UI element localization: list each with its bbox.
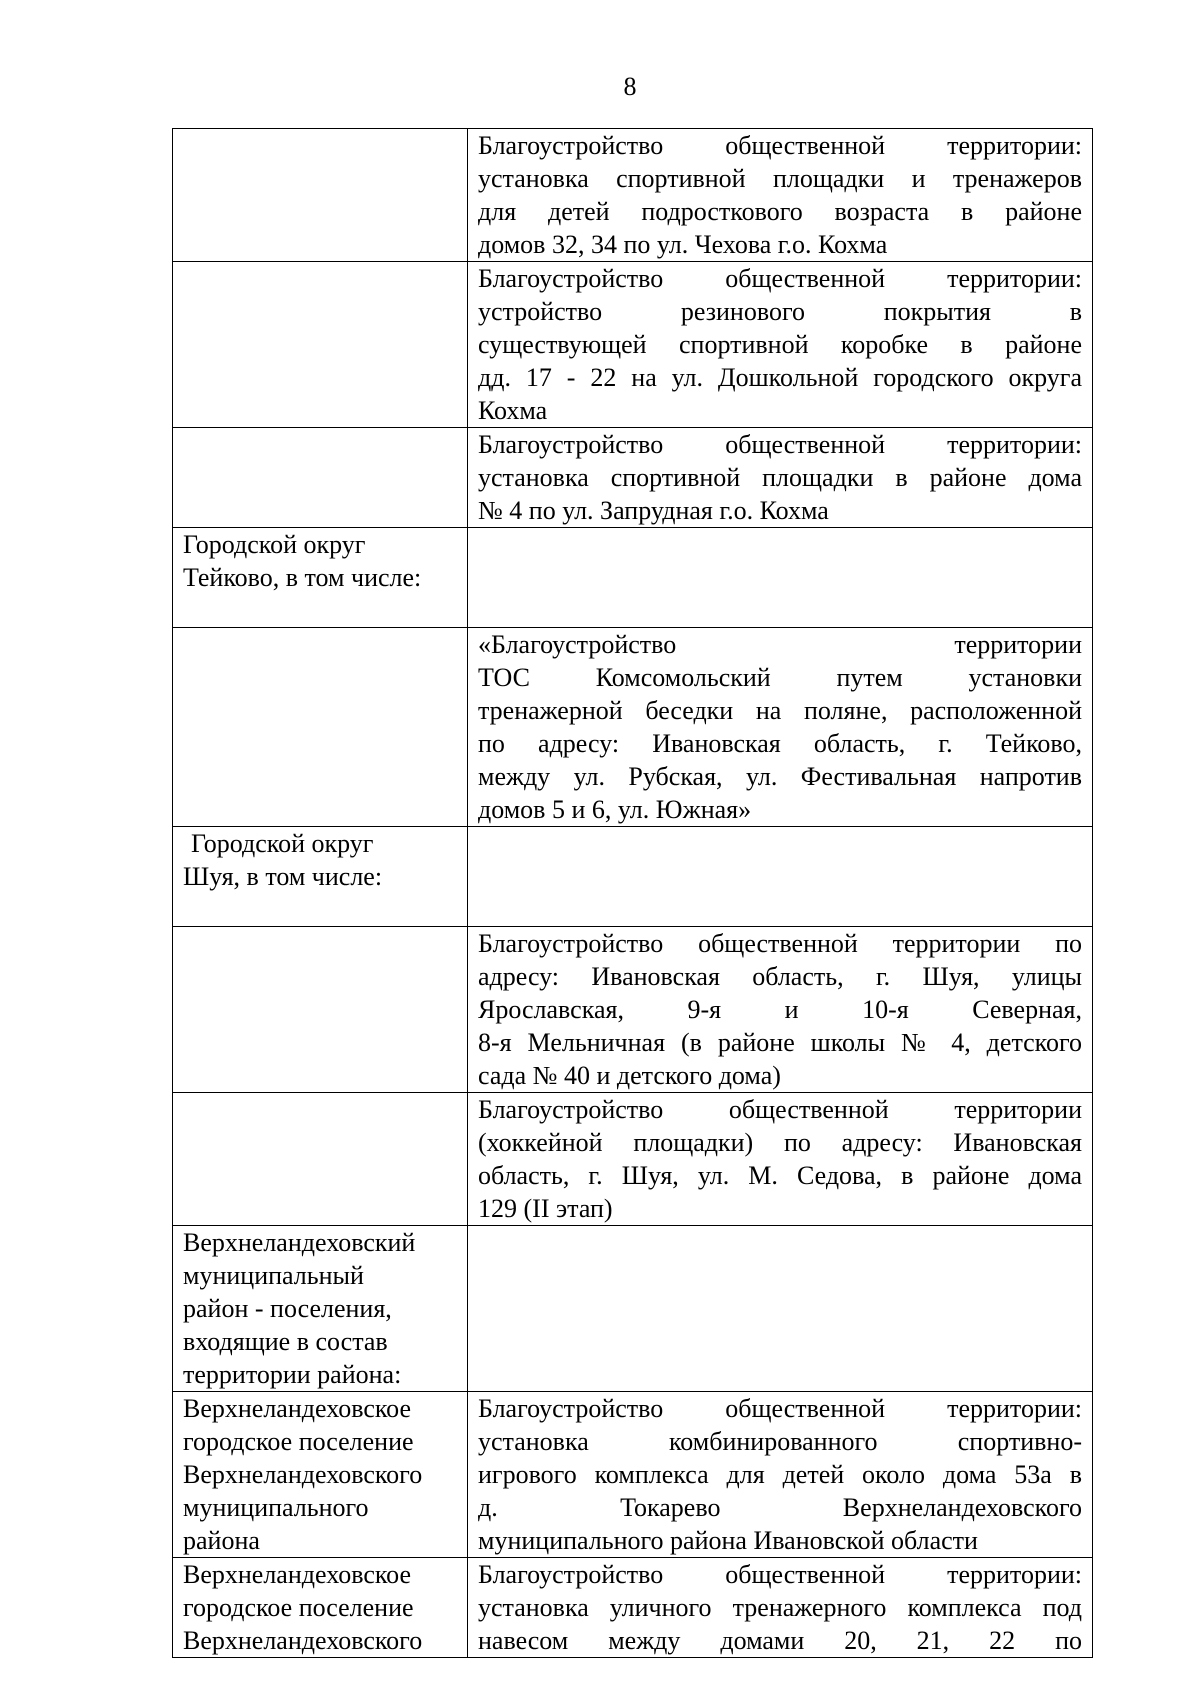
project-line: между ул. Рубская, ул. Фестивальная напротив <box>478 762 1082 791</box>
project-line: Кохма <box>478 396 548 425</box>
project-line: Благоустройство общественной территории по <box>478 929 1082 958</box>
project-line: Благоустройство общественной территории: <box>478 264 1082 293</box>
project-line: 8-я Мельничная (в районе школы № 4, детского <box>478 1028 1082 1057</box>
municipality-line: городское поселение <box>183 1427 414 1456</box>
project-line: ТОС Комсомольский путем установки <box>478 663 1082 692</box>
municipality-line: муниципальный <box>183 1261 364 1290</box>
project-line: тренажерной беседки на поляне, расположенной <box>478 696 1082 725</box>
project-line: для детей подросткового возраста в районе <box>478 197 1082 226</box>
municipality-line: входящие в состав <box>183 1327 388 1356</box>
municipality-line: Шуя, в том числе: <box>183 862 383 891</box>
municipality-line: Верхнеландеховский <box>183 1228 416 1257</box>
table-row <box>173 428 1093 528</box>
table-row <box>173 262 1093 428</box>
project-line: Благоустройство общественной территории: <box>478 1394 1082 1423</box>
project-cell <box>468 628 1093 827</box>
table-body <box>173 129 1093 1658</box>
project-line: № 4 по ул. Запрудная г.о. Кохма <box>478 496 829 525</box>
municipality-cell <box>173 528 468 628</box>
municipality-line: Верхнеландеховское <box>183 1394 412 1423</box>
municipality-cell <box>173 262 468 428</box>
project-line: дд. 17 - 22 на ул. Дошкольной городского округа <box>478 363 1082 392</box>
municipality-line: Городской округ <box>183 530 366 559</box>
project-cell <box>468 927 1093 1093</box>
municipality-line: муниципального <box>183 1493 369 1522</box>
table-row <box>173 1226 1093 1392</box>
municipality-cell <box>173 628 468 827</box>
table-row <box>173 927 1093 1093</box>
municipality-cell <box>173 1392 468 1558</box>
project-line: домов 5 и 6, ул. Южная» <box>478 795 752 824</box>
project-line: установка комбинированного спортивно- <box>478 1427 1082 1456</box>
table-row <box>173 528 1093 628</box>
municipality-line: район - поселения, <box>183 1294 392 1323</box>
municipality-line: района <box>183 1526 260 1555</box>
project-cell <box>468 1558 1093 1658</box>
municipality-line: Верхнеландеховского <box>183 1626 423 1655</box>
project-line: существующей спортивной коробке в районе <box>478 330 1082 359</box>
project-line: область, г. Шуя, ул. М. Седова, в районе дома <box>478 1161 1082 1190</box>
project-line: 129 (II этап) <box>478 1194 613 1223</box>
municipality-cell <box>173 1093 468 1226</box>
project-line: домов 32, 34 по ул. Чехова г.о. Кохма <box>478 230 888 259</box>
project-line: сада № 40 и детского дома) <box>478 1061 781 1090</box>
municipality-cell <box>173 129 468 262</box>
table-row <box>173 129 1093 262</box>
project-line: по адресу: Ивановская область, г. Тейково, <box>478 729 1082 758</box>
project-line: Благоустройство общественной территории <box>478 1095 1082 1124</box>
project-line: игрового комплекса для детей около дома 53а в <box>478 1460 1082 1489</box>
project-line: установка уличного тренажерного комплекса под <box>478 1593 1082 1622</box>
table-row <box>173 1093 1093 1226</box>
project-cell <box>468 1093 1093 1226</box>
page-number: 8 <box>623 72 637 101</box>
project-line: Благоустройство общественной территории: <box>478 1560 1082 1589</box>
project-line: Благоустройство общественной территории: <box>478 430 1082 459</box>
municipality-cell <box>173 1558 468 1658</box>
table-row <box>173 1392 1093 1558</box>
municipality-line: Верхнеландеховского <box>183 1460 423 1489</box>
project-line: установка спортивной площадки и тренажеров <box>478 164 1082 193</box>
project-line: (хоккейной площадки) по адресу: Ивановская <box>478 1128 1082 1157</box>
project-line: устройство резинового покрытия в <box>478 297 1082 326</box>
project-cell <box>468 262 1093 428</box>
table-row <box>173 628 1093 827</box>
table-row <box>173 827 1093 927</box>
project-line: Благоустройство общественной территории: <box>478 131 1082 160</box>
municipality-line: территории района: <box>183 1360 402 1389</box>
project-line: установка спортивной площадки в районе дома <box>478 463 1082 492</box>
project-cell <box>468 1226 1093 1392</box>
project-line: Ярославская, 9-я и 10-я Северная, <box>478 995 1082 1024</box>
municipality-cell <box>173 827 468 927</box>
project-line: «Благоустройство территории <box>478 630 1082 659</box>
municipality-line: Городской округ <box>191 829 374 858</box>
project-cell <box>468 528 1093 628</box>
municipality-cell <box>173 927 468 1093</box>
table-row <box>173 1558 1093 1658</box>
municipality-cell <box>173 1226 468 1392</box>
program-table <box>172 128 1093 1658</box>
project-cell <box>468 1392 1093 1558</box>
project-cell <box>468 428 1093 528</box>
project-cell <box>468 827 1093 927</box>
municipality-line: городское поселение <box>183 1593 414 1622</box>
municipality-cell <box>173 428 468 528</box>
municipality-line: Тейково, в том числе: <box>183 563 422 592</box>
municipality-line: Верхнеландеховское <box>183 1560 412 1589</box>
project-line: д. Токарево Верхнеландеховского <box>478 1493 1082 1522</box>
project-line: муниципального района Ивановской области <box>478 1526 978 1555</box>
project-line: навесом между домами 20, 21, 22 по <box>478 1626 1082 1655</box>
project-line: адресу: Ивановская область, г. Шуя, улицы <box>478 962 1082 991</box>
project-cell <box>468 129 1093 262</box>
